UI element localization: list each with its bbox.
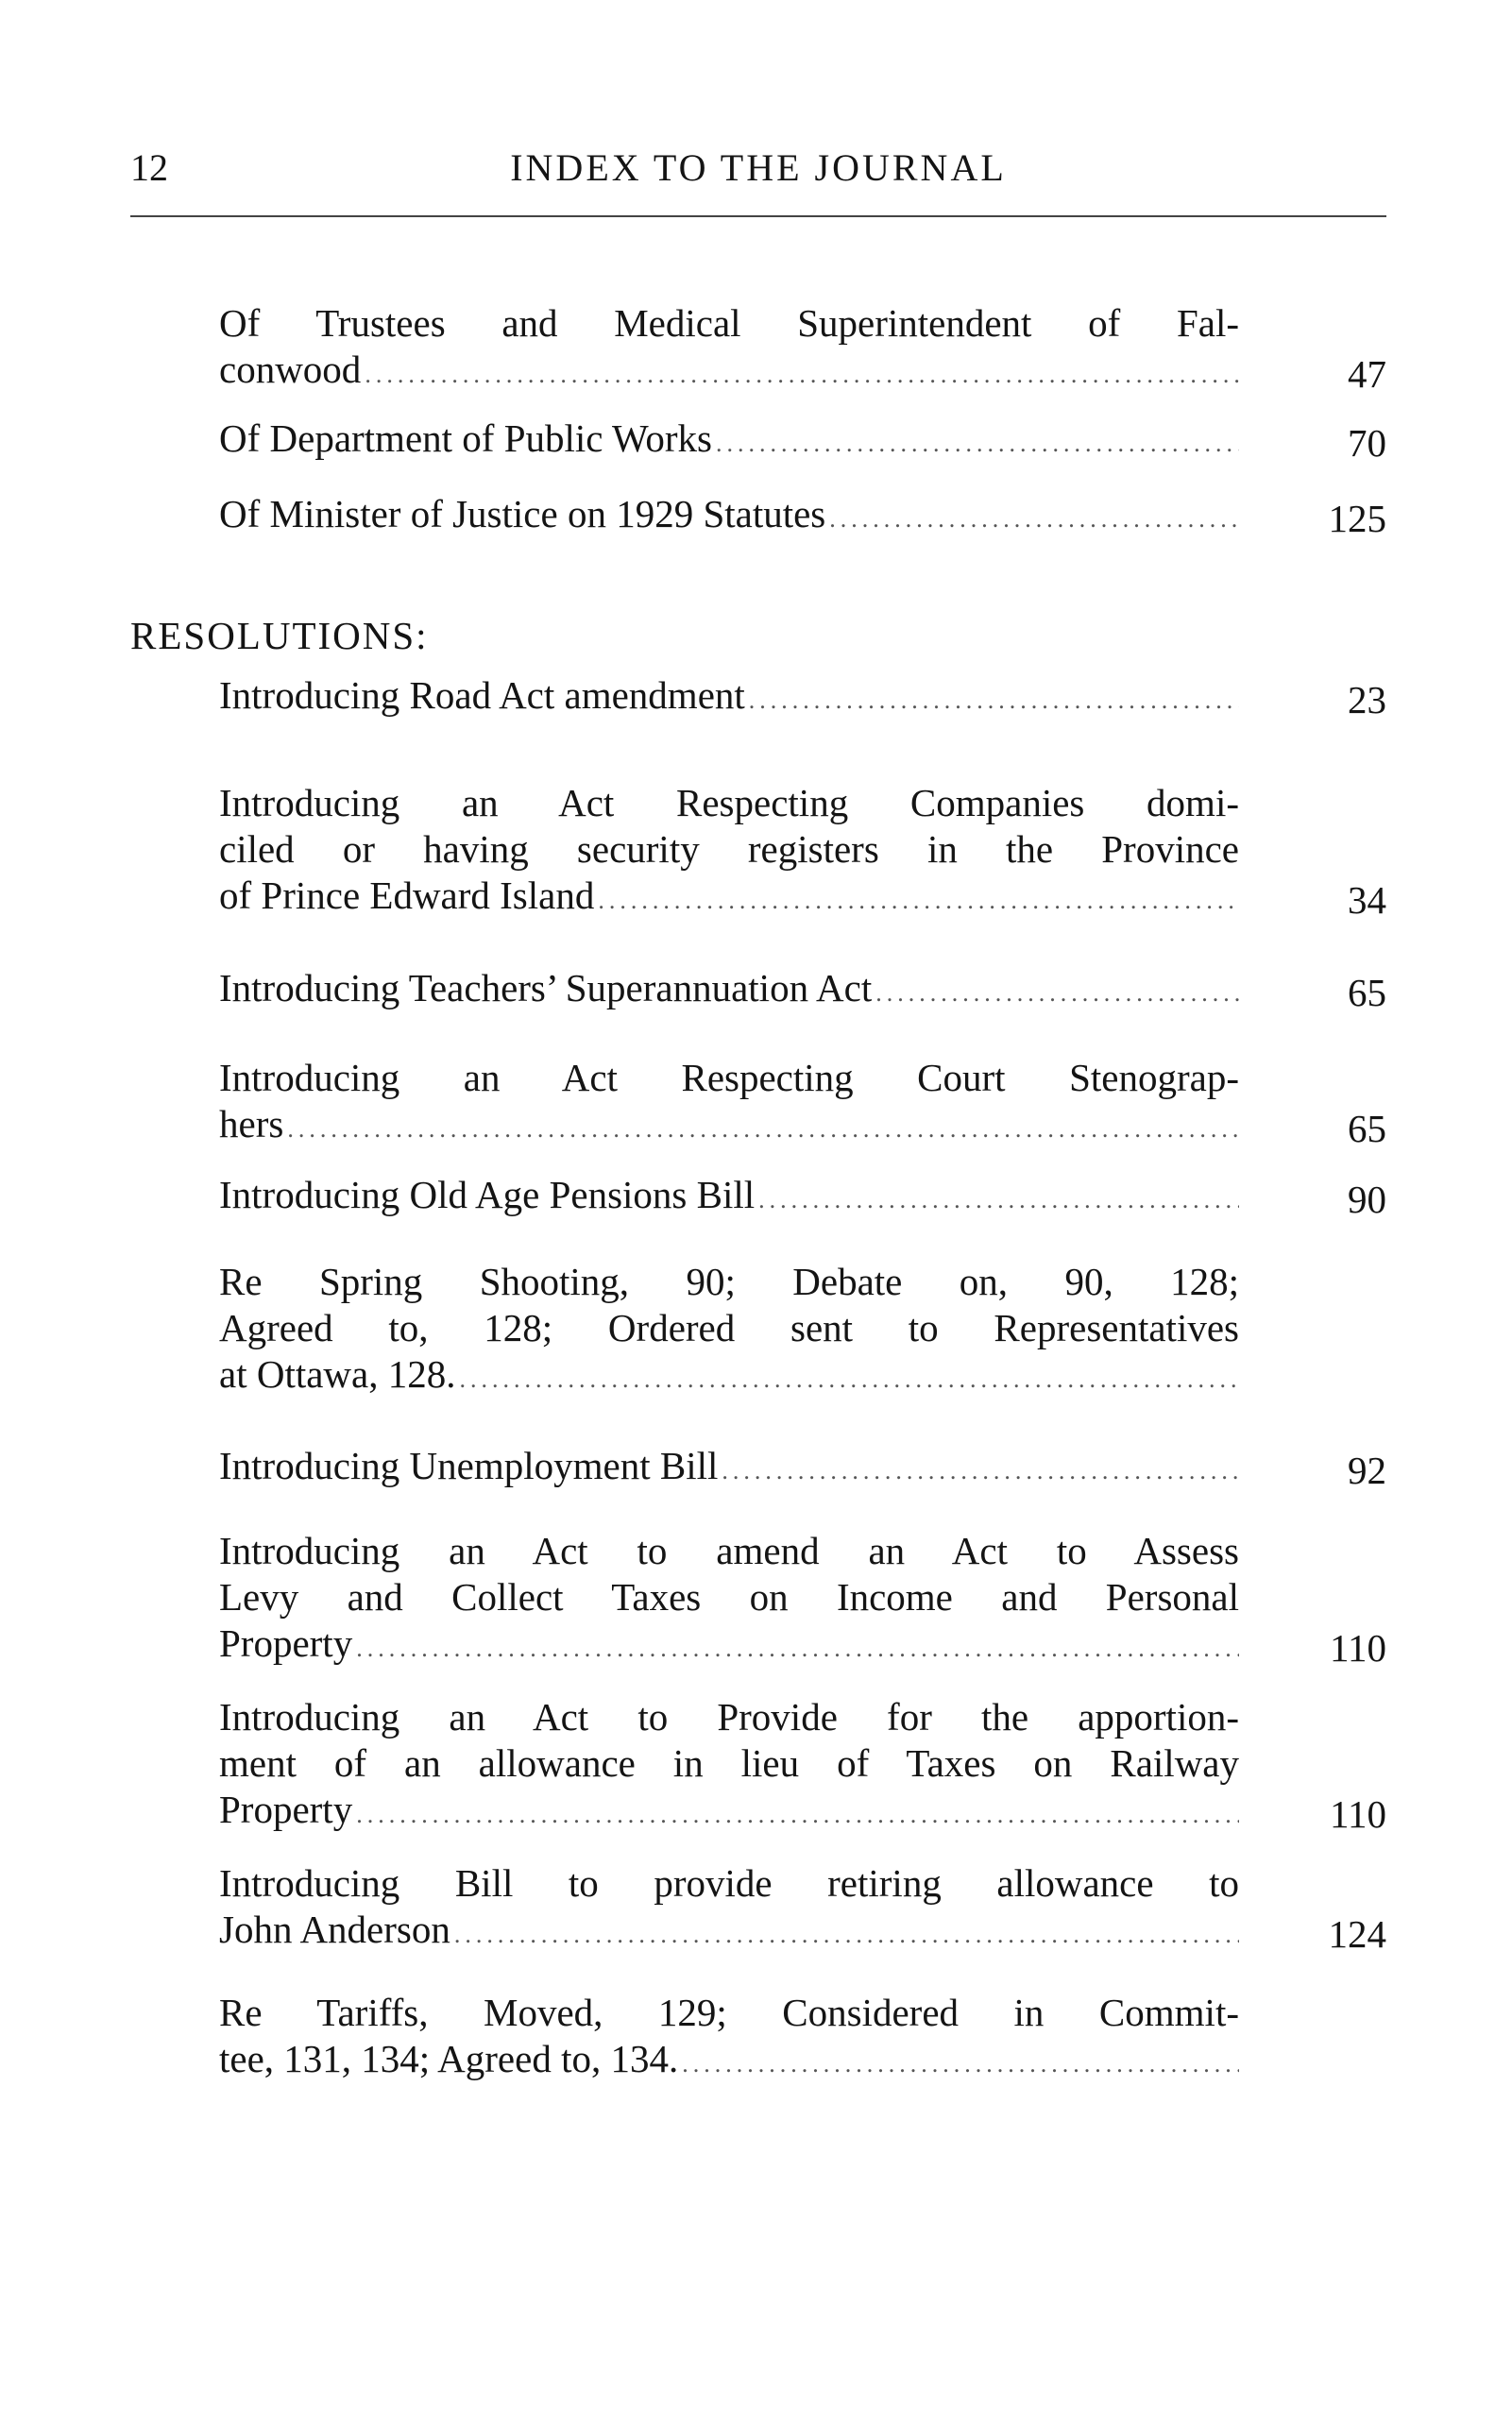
entry-text — [219, 1259, 1239, 1402]
dot-leader — [682, 2041, 1239, 2087]
dot-leader — [459, 1356, 1239, 1402]
index-entry — [219, 1172, 1386, 1223]
index-entry — [219, 1443, 1386, 1494]
dot-leader — [829, 496, 1239, 542]
index-entry — [219, 965, 1386, 1016]
dot-leader — [716, 420, 1239, 467]
entry-line: Introducing an Act to amend an Act to Assess — [219, 1529, 1239, 1572]
entry-page-number: 34 — [1348, 878, 1386, 922]
entry-text — [219, 1694, 1239, 1838]
dot-leader — [365, 351, 1239, 398]
entry-text — [219, 780, 1239, 924]
dot-leader — [758, 1177, 1239, 1223]
index-entry — [219, 416, 1386, 467]
entry-line: Introducing Unemployment Bill — [219, 1444, 719, 1487]
entry-line: Property — [219, 1788, 353, 1831]
index-entry — [219, 1860, 1386, 1958]
index-entry — [219, 1528, 1386, 1671]
entry-line: Re Spring Shooting, 90; Debate on, 90, 128; — [219, 1260, 1239, 1303]
entry-text — [219, 1860, 1239, 1958]
entry-last-line — [219, 1787, 1239, 1838]
entry-page-number: 110 — [1330, 1792, 1386, 1836]
dot-leader — [356, 1791, 1239, 1838]
entry-page-number: 47 — [1348, 352, 1386, 396]
entry-line: at Ottawa, 128. — [219, 1352, 456, 1396]
entry-page-number: 65 — [1348, 1107, 1386, 1150]
entry-page-number: 90 — [1348, 1178, 1386, 1221]
entry-text — [219, 672, 1239, 723]
entry-last-line — [219, 347, 1239, 398]
entry-line: of Prince Edward Island — [219, 874, 595, 917]
entry-last-line — [219, 416, 1239, 467]
index-entry — [219, 1694, 1386, 1838]
index-entry — [219, 1259, 1386, 1402]
entry-text — [219, 1172, 1239, 1223]
entry-page-number: 110 — [1330, 1626, 1386, 1670]
entry-page-number: 70 — [1348, 421, 1386, 465]
index-entry — [219, 300, 1386, 398]
entry-line: John Anderson — [219, 1908, 450, 1951]
entry-text — [219, 965, 1239, 1016]
entry-line: ciled or having security registers in the Province — [219, 827, 1239, 871]
entry-text — [219, 1443, 1239, 1494]
entry-text — [219, 491, 1239, 542]
entry-line: tee, 131, 134; Agreed to, 134. — [219, 2037, 679, 2080]
resolutions-heading: RESOLUTIONS: — [130, 614, 429, 657]
entry-last-line — [219, 491, 1239, 542]
dot-leader — [356, 1625, 1239, 1671]
dot-leader — [875, 970, 1239, 1016]
entry-line: Introducing Old Age Pensions Bill — [219, 1173, 756, 1216]
entry-line: Levy and Collect Taxes on Income and Personal — [219, 1575, 1239, 1619]
entry-line: Of Trustees and Medical Superintendent of Fal- — [219, 301, 1239, 345]
index-entry — [219, 1055, 1386, 1152]
entry-line: hers — [219, 1102, 284, 1145]
entry-text — [219, 1990, 1239, 2087]
index-entry — [219, 491, 1386, 542]
entry-text — [219, 416, 1239, 467]
entry-line: Property — [219, 1621, 353, 1665]
dot-leader — [454, 1911, 1239, 1958]
entry-line: Introducing Road Act amendment — [219, 673, 745, 717]
entry-page-number: 125 — [1328, 497, 1386, 540]
page-number: 12 — [130, 146, 168, 189]
entry-last-line — [219, 873, 1239, 924]
entry-line: Introducing an Act Respecting Companies domi- — [219, 781, 1239, 824]
entry-last-line — [219, 1351, 1239, 1402]
entry-text — [219, 1055, 1239, 1152]
entry-last-line — [219, 1620, 1239, 1671]
page-header — [130, 140, 1386, 196]
entry-line: conwood — [219, 348, 362, 391]
entry-text — [219, 300, 1239, 398]
index-entry — [219, 672, 1386, 723]
entry-page-number: 23 — [1348, 678, 1386, 721]
entry-last-line — [219, 672, 1239, 723]
entry-line: Introducing an Act Respecting Court Stenograp- — [219, 1056, 1239, 1099]
entry-line: Introducing Bill to provide retiring allowance to — [219, 1861, 1239, 1905]
dot-leader — [722, 1448, 1239, 1494]
entry-line: Introducing an Act to Provide for the apportion- — [219, 1695, 1239, 1739]
dot-leader — [287, 1106, 1239, 1152]
entry-last-line — [219, 2036, 1239, 2087]
entry-last-line — [219, 965, 1239, 1016]
entry-line: Agreed to, 128; Ordered sent to Representatives — [219, 1306, 1239, 1349]
running-head: INDEX TO THE JOURNAL — [510, 146, 1007, 189]
entry-line: Re Tariffs, Moved, 129; Considered in Commit- — [219, 1991, 1239, 2034]
entry-page-number: 124 — [1328, 1912, 1386, 1956]
header-rule — [130, 215, 1386, 217]
index-entry — [219, 780, 1386, 924]
entry-last-line — [219, 1172, 1239, 1223]
entry-text — [219, 1528, 1239, 1671]
entry-line: Introducing Teachers’ Superannuation Act — [219, 966, 873, 1009]
entry-page-number: 65 — [1348, 971, 1386, 1014]
index-entry — [219, 1990, 1386, 2087]
entry-page-number: 92 — [1348, 1449, 1386, 1492]
entry-line: Of Department of Public Works — [219, 416, 713, 460]
entry-last-line — [219, 1907, 1239, 1958]
entry-last-line — [219, 1443, 1239, 1494]
dot-leader — [749, 677, 1239, 723]
entry-line: ment of an allowance in lieu of Taxes on Railway — [219, 1741, 1239, 1785]
dot-leader — [598, 877, 1239, 924]
entry-last-line — [219, 1101, 1239, 1152]
entry-line: Of Minister of Justice on 1929 Statutes — [219, 492, 826, 535]
